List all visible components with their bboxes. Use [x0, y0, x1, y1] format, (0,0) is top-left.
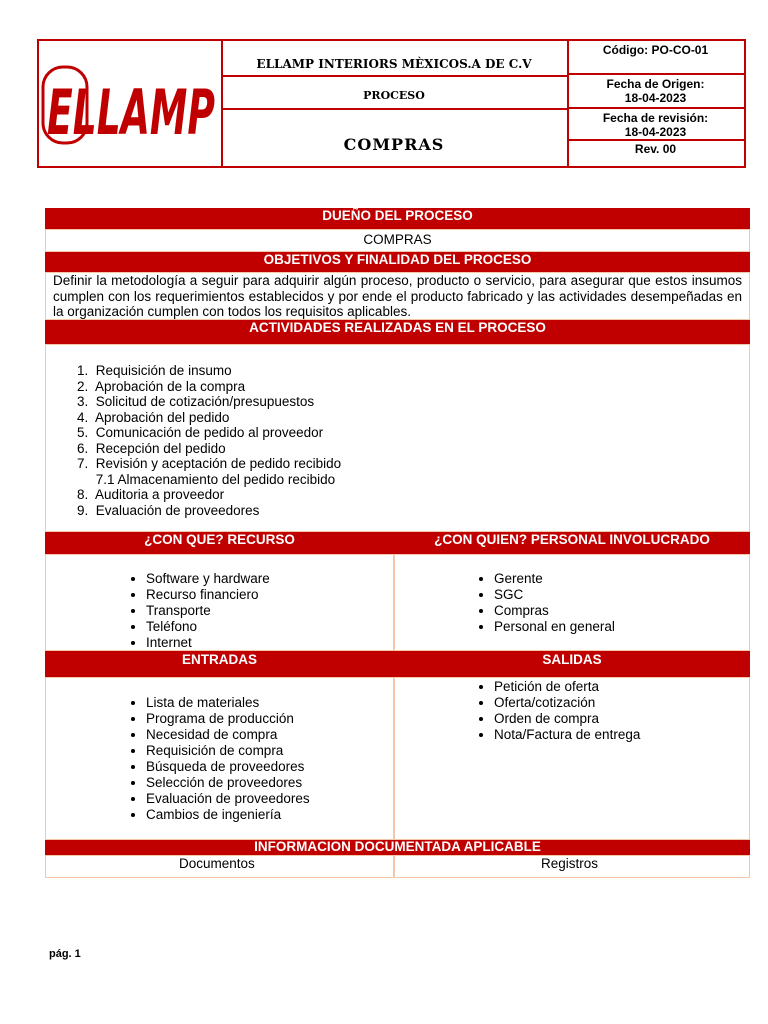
docs-title: INFORMACION DOCUMENTADA APLICABLE — [45, 840, 750, 855]
origin-date-value: 18-04-2023 — [624, 91, 687, 105]
resources-title: ¿CON QUE? RECURSO — [45, 532, 394, 554]
origin-date-label: Fecha de Origen: — [606, 77, 705, 91]
activities-box — [45, 344, 750, 532]
people-box — [394, 554, 750, 651]
activities-title: ACTIVIDADES REALIZADAS EN EL PROCESO — [45, 320, 750, 344]
activity-item: 8. Auditoria a proveedor — [77, 487, 225, 502]
input-item: • Necesidad de compra — [146, 727, 393, 743]
activity-item: 9. Evaluación de proveedores — [77, 502, 260, 518]
activity-item: 1. Requisición de insumo — [77, 363, 232, 378]
revision-date-label: Fecha de revisión: — [602, 111, 709, 125]
people-item: • Gerente — [494, 571, 749, 587]
input-item: • Lista de materiales — [146, 695, 393, 711]
resource-item: • Transporte — [146, 603, 393, 619]
origin-date-block — [567, 75, 744, 109]
people-title: ¿CON QUIEN? PERSONAL INVOLUCRADO — [394, 532, 750, 554]
resource-item: • Internet — [146, 635, 393, 651]
header-right — [567, 41, 744, 166]
output-item: • Petición de oferta — [494, 679, 749, 695]
people-item: • Personal en general — [494, 619, 749, 635]
document-header — [37, 39, 746, 168]
people-item: • SGC — [494, 587, 749, 603]
objectives-text: Definir la metodología a seguir para adquirir algún proceso, producto o servicio, para asegurar que estos insumos cumplen con los requerimientos establecidos y por ende el producto fabricado y las actividades desempeñadas en la organización cumplen con todos los requisitos aplicables. — [45, 272, 750, 320]
resource-item: • Teléfono — [146, 619, 393, 635]
activity-item: 4. Aprobación del pedido — [77, 409, 230, 425]
header-middle — [221, 41, 569, 166]
output-item: • Oferta/cotización — [494, 695, 749, 711]
activity-item: 2. Aprobación de la compra — [77, 378, 246, 394]
outputs-title: SALIDAS — [394, 651, 750, 677]
input-item: • Evaluación de proveedores — [146, 791, 393, 807]
revision-date-value: 18-04-2023 — [624, 125, 687, 139]
people-item: • Compras — [494, 603, 749, 619]
revision-date-block — [567, 109, 744, 141]
outputs-box — [394, 677, 750, 840]
input-item: • Selección de proveedores — [146, 775, 393, 791]
inputs-box — [45, 677, 394, 840]
owner-title: DUEÑO DEL PROCESO — [45, 208, 750, 229]
input-item: • Búsqueda de proveedores — [146, 759, 393, 775]
resources-box — [45, 554, 394, 651]
doc-code: Código: PO-CO-01 — [567, 41, 744, 75]
activity-item: 5. Comunicación de pedido al proveedor — [77, 425, 324, 440]
docs-documents: Documentos — [45, 855, 394, 878]
activity-item: 3. Solicitud de cotización/presupuestos — [77, 394, 315, 409]
page-number: pág. 1 — [49, 948, 81, 960]
resource-item: • Recurso financiero — [146, 587, 393, 603]
process-name: COMPRAS — [343, 135, 445, 154]
input-item: • Requisición de compra — [146, 743, 393, 759]
resource-item: • Software y hardware — [146, 571, 393, 587]
ellamp-logo — [39, 41, 221, 166]
output-item: • Orden de compra — [494, 711, 749, 727]
activity-item: 7. Revisión y aceptación de pedido recibido — [77, 456, 342, 471]
objectives-title: OBJETIVOS Y FINALIDAD DEL PROCESO — [45, 252, 750, 272]
input-item: • Cambios de ingeniería — [146, 807, 393, 823]
revision-number: Rev. 00 — [634, 142, 677, 156]
output-item: • Nota/Factura de entrega — [494, 727, 749, 743]
activity-item: 6. Recepción del pedido — [77, 440, 226, 456]
owner-value: COMPRAS — [45, 229, 750, 252]
inputs-title: ENTRADAS — [45, 651, 394, 677]
activity-subitem: 7.1 Almacenamiento del pedido recibido — [77, 471, 336, 487]
logo-cell — [39, 41, 223, 166]
input-item: • Programa de producción — [146, 711, 393, 727]
svg-text:ELLAMP: ELLAMP — [47, 76, 215, 149]
company-name: ELLAMP INTERIORS MÈXICOS.A DE C.V — [221, 41, 567, 77]
docs-records: Registros — [394, 855, 750, 878]
doc-type: PROCESO — [221, 77, 567, 110]
